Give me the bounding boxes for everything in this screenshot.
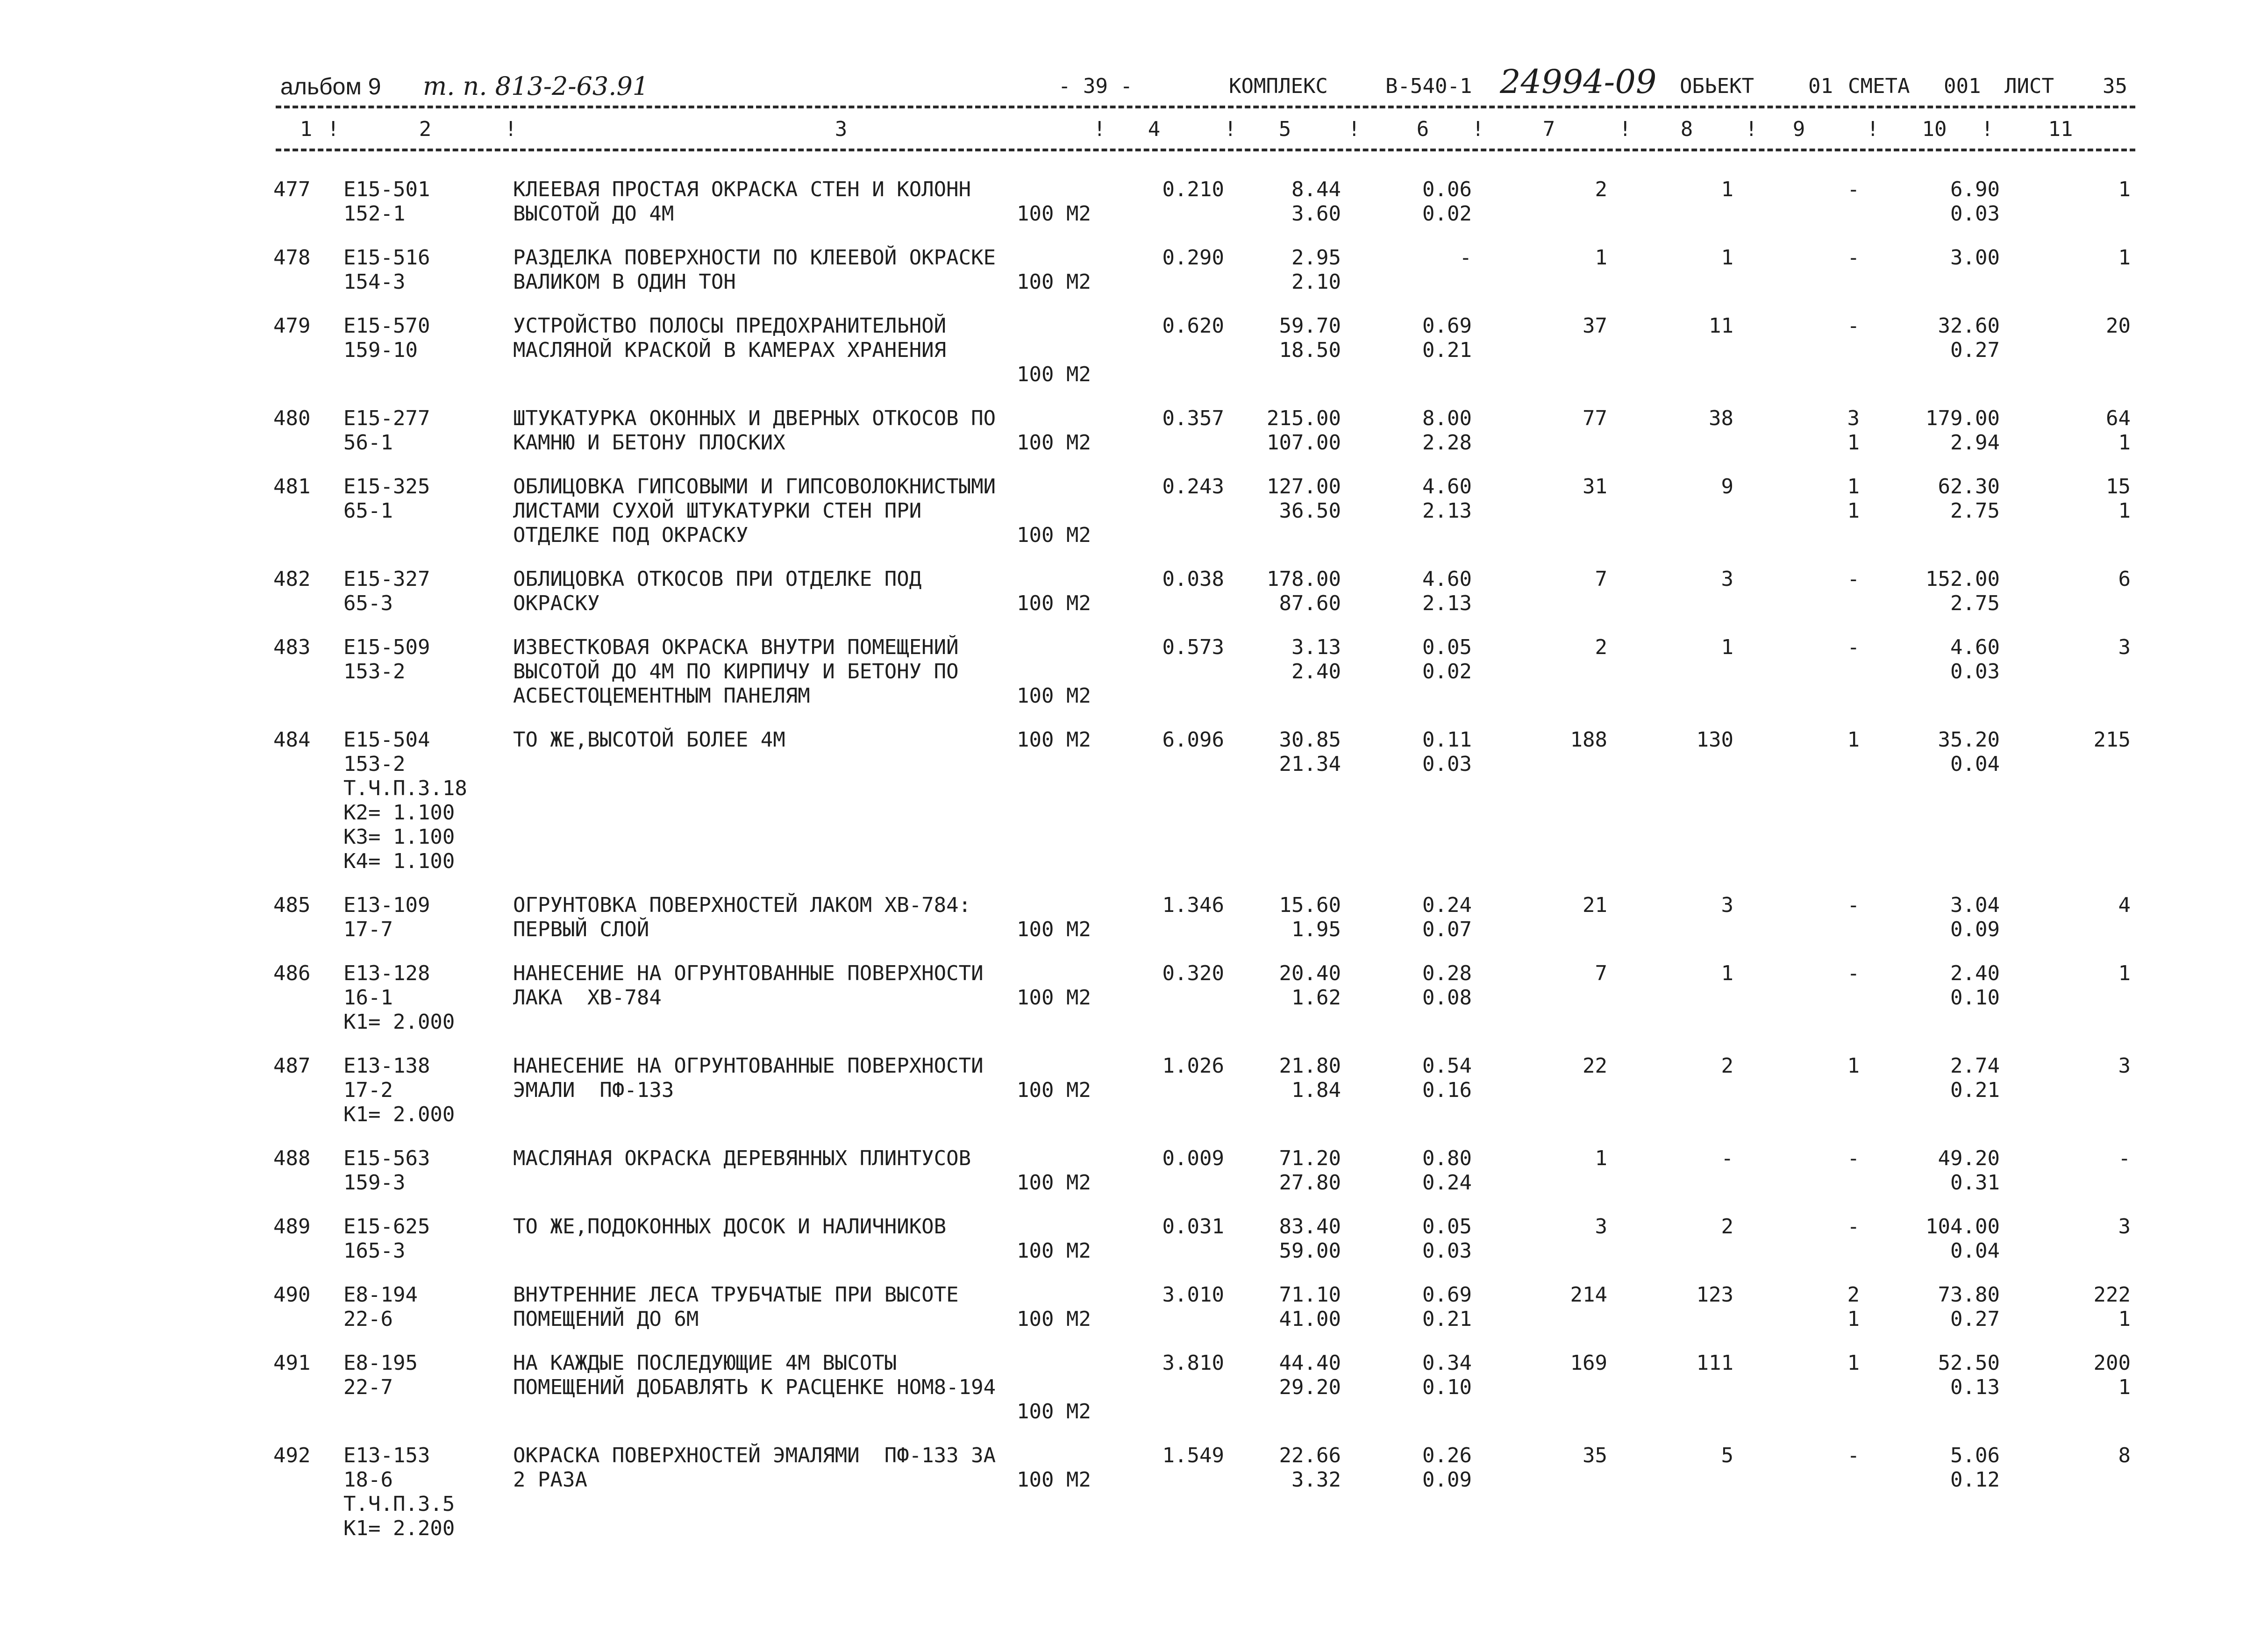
col10-value: 152.00 2.75 [1926, 567, 2000, 615]
col6-value: 0.05 0.02 [1422, 635, 1472, 683]
col6-value: 4.60 2.13 [1422, 567, 1472, 615]
column-number: 8 [1680, 117, 1693, 141]
col8-value: - [1721, 1146, 1733, 1170]
work-description: МАСЛЯНАЯ ОКРАСКА ДЕРЕВЯННЫХ ПЛИНТУСОВ [513, 1146, 971, 1170]
col6-value: 0.06 0.02 [1422, 178, 1472, 226]
work-description: ОКРАСКА ПОВЕРХНОСТЕЙ ЭМАЛЯМИ ПФ-133 ЗА 2 РАЗА [513, 1444, 996, 1492]
row-number: 491 [273, 1351, 311, 1375]
work-description: РАЗДЕЛКА ПОВЕРХНОСТИ ПО КЛЕЕВОЙ ОКРАСКЕ ВАЛИКОМ В ОДИН ТОН [513, 246, 996, 294]
col10-value: 32.60 0.27 [1938, 314, 2000, 362]
unit-of-measure: 100 М2 [1017, 684, 1091, 708]
col5-value: 83.40 59.00 [1279, 1215, 1341, 1263]
col8-value: 2 [1721, 1054, 1733, 1078]
row-number: 483 [273, 635, 311, 659]
rate-code: Е8-194 22-6 [343, 1283, 418, 1331]
col6-value: 0.34 0.10 [1422, 1351, 1472, 1399]
table-row [0, 1283, 2268, 1351]
unit-of-measure: 100 М2 [1017, 918, 1091, 941]
work-description: ОБЛИЦОВКА ГИПСОВЫМИ И ГИПСОВОЛОКНИСТЫМИ ЛИСТАМИ СУХОЙ ШТУКАТУРКИ СТЕН ПРИ ОТДЕЛКЕ ПОД ОКРАСКУ [513, 475, 996, 547]
col10-value: 5.06 0.12 [1950, 1444, 2000, 1492]
col6-value: 8.00 2.28 [1422, 406, 1472, 455]
col10-value: 2.40 0.10 [1950, 961, 2000, 1010]
row-number: 490 [273, 1283, 311, 1307]
quantity: 0.210 [1162, 178, 1224, 201]
table-row [0, 635, 2268, 728]
row-number: 487 [273, 1054, 311, 1078]
col11-value: 200 1 [2093, 1351, 2131, 1399]
row-number: 485 [273, 893, 311, 917]
col8-value: 5 [1721, 1444, 1733, 1467]
table-row [0, 246, 2268, 314]
col11-value: 3 [2118, 1215, 2131, 1238]
estimate-value: 001 [1944, 74, 1981, 98]
quantity: 0.620 [1162, 314, 1224, 338]
column-number: 1 [300, 117, 313, 141]
col11-value: 215 [2093, 728, 2131, 752]
table-row [0, 1215, 2268, 1283]
project-code: т. п. 813-2-63.91 [423, 71, 649, 101]
col11-value: 4 [2118, 893, 2131, 917]
col9-value: 3 1 [1847, 406, 1860, 455]
col7-value: 214 [1570, 1283, 1607, 1307]
quantity: 0.290 [1162, 246, 1224, 270]
column-number: 9 [1792, 117, 1805, 141]
col9-value: - [1847, 1444, 1860, 1467]
col7-value: 21 [1583, 893, 1607, 917]
rate-code: Е15-563 159-3 [343, 1146, 430, 1195]
col6-value: 0.54 0.16 [1422, 1054, 1472, 1102]
col6-value: 0.69 0.21 [1422, 1283, 1472, 1331]
col6-value: 0.11 0.03 [1422, 728, 1472, 776]
col10-value: 73.80 0.27 [1938, 1283, 2000, 1331]
col6-value: 0.05 0.03 [1422, 1215, 1472, 1263]
work-description: ИЗВЕСТКОВАЯ ОКРАСКА ВНУТРИ ПОМЕЩЕНИЙ ВЫСОТОЙ ДО 4М ПО КИРПИЧУ И БЕТОНУ ПО АСБЕСТОЦЕМЕНТНЫМ ПАНЕЛЯМ [513, 635, 959, 708]
col11-value: 20 [2106, 314, 2131, 338]
table-row [0, 567, 2268, 635]
column-number: 2 [419, 117, 432, 141]
work-description: НАНЕСЕНИЕ НА ОГРУНТОВАННЫЕ ПОВЕРХНОСТИ ЛАКА ХВ-784 [513, 961, 984, 1010]
column-number: 10 [1922, 117, 1947, 141]
rate-code: Е15-516 154-3 [343, 246, 430, 294]
table-row [0, 475, 2268, 567]
col7-value: 35 [1583, 1444, 1607, 1467]
complex-code: В-540-1 [1385, 74, 1472, 98]
object-value: 01 [1808, 74, 1833, 98]
column-separator: ! [327, 117, 340, 141]
table-row [0, 178, 2268, 246]
col5-value: 59.70 18.50 [1279, 314, 1341, 362]
column-separator: ! [505, 117, 517, 141]
col8-value: 11 [1709, 314, 1733, 338]
table-row [0, 1054, 2268, 1146]
header-rule-bottom [276, 149, 2135, 151]
rate-code: Е15-501 152-1 [343, 178, 430, 226]
col5-value: 21.80 1.84 [1279, 1054, 1341, 1102]
col7-value: 2 [1595, 635, 1607, 659]
col7-value: 7 [1595, 567, 1607, 591]
col8-value: 1 [1721, 635, 1733, 659]
col5-value: 3.13 2.40 [1291, 635, 1341, 683]
col9-value: - [1847, 567, 1860, 591]
work-description: КЛЕЕВАЯ ПРОСТАЯ ОКРАСКА СТЕН И КОЛОНН ВЫСОТОЙ ДО 4М [513, 178, 971, 226]
unit-of-measure: 100 М2 [1017, 431, 1091, 455]
row-number: 478 [273, 246, 311, 270]
quantity: 0.243 [1162, 475, 1224, 498]
col8-value: 2 [1721, 1215, 1733, 1238]
unit-of-measure: 100 М2 [1017, 591, 1091, 615]
table-row [0, 406, 2268, 475]
unit-of-measure: 100 М2 [1017, 1239, 1091, 1263]
row-number: 489 [273, 1215, 311, 1238]
unit-of-measure: 100 М2 [1017, 1078, 1091, 1102]
col9-value: 1 [1847, 1054, 1860, 1078]
object-label: ОБЬЕКТ [1680, 74, 1754, 98]
col9-value: - [1847, 314, 1860, 338]
col7-value: 1 [1595, 246, 1607, 270]
table-row [0, 314, 2268, 406]
sheet-value: 35 [2103, 74, 2127, 98]
col9-value: - [1847, 893, 1860, 917]
col10-value: 104.00 0.04 [1926, 1215, 2000, 1263]
album-label: альбом 9 [280, 73, 381, 100]
col6-value: 0.28 0.08 [1422, 961, 1472, 1010]
col8-value: 38 [1709, 406, 1733, 430]
col5-value: 178.00 87.60 [1267, 567, 1341, 615]
sheet-label: ЛИСТ [2004, 74, 2054, 98]
col6-value: 0.80 0.24 [1422, 1146, 1472, 1195]
rate-code: Е13-138 17-2 К1= 2.000 [343, 1054, 455, 1126]
col7-value: 188 [1570, 728, 1607, 752]
column-separator: ! [1745, 117, 1758, 141]
col6-value: 0.69 0.21 [1422, 314, 1472, 362]
work-description: УСТРОЙСТВО ПОЛОСЫ ПРЕДОХРАНИТЕЛЬНОЙ МАСЛЯНОЙ КРАСКОЙ В КАМЕРАХ ХРАНЕНИЯ [513, 314, 947, 362]
col5-value: 71.10 41.00 [1279, 1283, 1341, 1331]
col5-value: 30.85 21.34 [1279, 728, 1341, 776]
col7-value: 7 [1595, 961, 1607, 985]
col5-value: 215.00 107.00 [1267, 406, 1341, 455]
quantity: 0.573 [1162, 635, 1224, 659]
table-row [0, 1146, 2268, 1215]
work-description: ТО ЖЕ,ВЫСОТОЙ БОЛЕЕ 4М [513, 728, 785, 752]
row-number: 479 [273, 314, 311, 338]
quantity: 3.010 [1162, 1283, 1224, 1307]
rate-code: Е15-625 165-3 [343, 1215, 430, 1263]
table-row [0, 893, 2268, 961]
column-number: 6 [1416, 117, 1429, 141]
column-number: 7 [1542, 117, 1555, 141]
quantity: 0.009 [1162, 1146, 1224, 1170]
col9-value: - [1847, 178, 1860, 201]
col7-value: 37 [1583, 314, 1607, 338]
work-description: ОБЛИЦОВКА ОТКОСОВ ПРИ ОТДЕЛКЕ ПОД ОКРАСКУ [513, 567, 922, 615]
col9-value: 2 1 [1847, 1283, 1860, 1331]
col9-value: - [1847, 246, 1860, 270]
quantity: 1.346 [1162, 893, 1224, 917]
column-number: 4 [1148, 117, 1161, 141]
quantity: 1.026 [1162, 1054, 1224, 1078]
col10-value: 35.20 0.04 [1938, 728, 2000, 776]
col9-value: 1 1 [1847, 475, 1860, 523]
col11-value: 1 [2118, 961, 2131, 985]
col10-value: 52.50 0.13 [1938, 1351, 2000, 1399]
col10-value: 4.60 0.03 [1950, 635, 2000, 683]
estimate-table [0, 178, 2268, 1560]
col7-value: 31 [1583, 475, 1607, 498]
page-marker: - 39 - [1058, 74, 1133, 98]
col8-value: 1 [1721, 246, 1733, 270]
col8-value: 3 [1721, 893, 1733, 917]
col10-value: 3.04 0.09 [1950, 893, 2000, 941]
column-separator: ! [1472, 117, 1484, 141]
col7-value: 1 [1595, 1146, 1607, 1170]
work-description: НА КАЖДЫЕ ПОСЛЕДУЮЩИЕ 4М ВЫСОТЫ ПОМЕЩЕНИЙ ДОБАВЛЯТЬ К РАСЦЕНКЕ НОМ8-194 [513, 1351, 996, 1399]
col6-value: 4.60 2.13 [1422, 475, 1472, 523]
col10-value: 2.74 0.21 [1950, 1054, 2000, 1102]
col10-value: 49.20 0.31 [1938, 1146, 2000, 1195]
col11-value: 6 [2118, 567, 2131, 591]
estimate-label: СМЕТА [1848, 74, 1910, 98]
col10-value: 179.00 2.94 [1926, 406, 2000, 455]
column-number: 3 [834, 117, 848, 141]
column-separator: ! [1348, 117, 1361, 141]
col9-value: - [1847, 961, 1860, 985]
col5-value: 2.95 2.10 [1291, 246, 1341, 294]
header-rule-top [276, 106, 2135, 108]
quantity: 0.031 [1162, 1215, 1224, 1238]
column-separator: ! [1867, 117, 1879, 141]
col8-value: 123 [1696, 1283, 1733, 1307]
table-row [0, 1351, 2268, 1444]
col6-value: - [1459, 246, 1472, 270]
quantity: 0.038 [1162, 567, 1224, 591]
col10-value: 6.90 0.03 [1950, 178, 2000, 226]
table-row [0, 1444, 2268, 1560]
rate-code: Е13-109 17-7 [343, 893, 430, 941]
col7-value: 77 [1583, 406, 1607, 430]
col5-value: 127.00 36.50 [1267, 475, 1341, 523]
unit-of-measure: 100 М2 [1017, 1468, 1091, 1492]
rate-code: Е15-570 159-10 [343, 314, 430, 362]
unit-of-measure: 100 М2 [1017, 1400, 1091, 1423]
quantity: 0.357 [1162, 406, 1224, 430]
row-number: 481 [273, 475, 311, 498]
col6-value: 0.24 0.07 [1422, 893, 1472, 941]
col11-value: - [2118, 1146, 2131, 1170]
work-description: ВНУТРЕННИЕ ЛЕСА ТРУБЧАТЫЕ ПРИ ВЫСОТЕ ПОМЕЩЕНИЙ ДО 6М [513, 1283, 959, 1331]
row-number: 488 [273, 1146, 311, 1170]
rate-code: Е13-128 16-1 К1= 2.000 [343, 961, 455, 1034]
col8-value: 9 [1721, 475, 1733, 498]
col11-value: 8 [2118, 1444, 2131, 1467]
column-separator: ! [1093, 117, 1106, 141]
row-number: 480 [273, 406, 311, 430]
col11-value: 222 1 [2093, 1283, 2131, 1331]
column-separator: ! [1224, 117, 1237, 141]
work-description: ШТУКАТУРКА ОКОННЫХ И ДВЕРНЫХ ОТКОСОВ ПО КАМНЮ И БЕТОНУ ПЛОСКИХ [513, 406, 996, 455]
row-number: 482 [273, 567, 311, 591]
unit-of-measure: 100 М2 [1017, 363, 1091, 386]
table-row [0, 961, 2268, 1054]
col8-value: 1 [1721, 178, 1733, 201]
col9-value: - [1847, 1146, 1860, 1170]
quantity: 3.810 [1162, 1351, 1224, 1375]
row-number: 484 [273, 728, 311, 752]
col9-value: 1 [1847, 728, 1860, 752]
rate-code: Е15-327 65-3 [343, 567, 430, 615]
rate-code: Е15-509 153-2 [343, 635, 430, 683]
col7-value: 22 [1583, 1054, 1607, 1078]
row-number: 477 [273, 178, 311, 201]
column-number: 5 [1278, 117, 1291, 141]
unit-of-measure: 100 М2 [1017, 1307, 1091, 1331]
col8-value: 1 [1721, 961, 1733, 985]
unit-of-measure: 100 М2 [1017, 523, 1091, 547]
col8-value: 3 [1721, 567, 1733, 591]
col9-value: - [1847, 635, 1860, 659]
col11-value: 1 [2118, 178, 2131, 201]
col5-value: 22.66 3.32 [1279, 1444, 1341, 1492]
column-separator: ! [1619, 117, 1632, 141]
col11-value: 64 1 [2106, 406, 2131, 455]
col11-value: 3 [2118, 635, 2131, 659]
col10-value: 3.00 [1950, 246, 2000, 270]
rate-code: Е15-277 56-1 [343, 406, 430, 455]
unit-of-measure: 100 М2 [1017, 986, 1091, 1010]
col5-value: 20.40 1.62 [1279, 961, 1341, 1010]
column-number: 11 [2048, 117, 2073, 141]
work-description: НАНЕСЕНИЕ НА ОГРУНТОВАННЫЕ ПОВЕРХНОСТИ ЭМАЛИ ПФ-133 [513, 1054, 984, 1102]
column-numbers [0, 113, 2268, 146]
col7-value: 169 [1570, 1351, 1607, 1375]
col5-value: 8.44 3.60 [1291, 178, 1341, 226]
unit-of-measure: 100 М2 [1017, 728, 1091, 752]
unit-of-measure: 100 М2 [1017, 202, 1091, 226]
col6-value: 0.26 0.09 [1422, 1444, 1472, 1492]
row-number: 492 [273, 1444, 311, 1467]
column-separator: ! [1981, 117, 1994, 141]
col5-value: 71.20 27.80 [1279, 1146, 1341, 1195]
col10-value: 62.30 2.75 [1938, 475, 2000, 523]
col8-value: 130 [1696, 728, 1733, 752]
col9-value: - [1847, 1215, 1860, 1238]
col5-value: 15.60 1.95 [1279, 893, 1341, 941]
quantity: 1.549 [1162, 1444, 1224, 1467]
rate-code: Е13-153 18-6 Т.Ч.П.3.5 К1= 2.200 [343, 1444, 455, 1540]
col11-value: 1 [2118, 246, 2131, 270]
col7-value: 2 [1595, 178, 1607, 201]
col7-value: 3 [1595, 1215, 1607, 1238]
col8-value: 111 [1696, 1351, 1733, 1375]
work-description: ОГРУНТОВКА ПОВЕРХНОСТЕЙ ЛАКОМ ХВ-784: ПЕРВЫЙ СЛОЙ [513, 893, 971, 941]
row-number: 486 [273, 961, 311, 985]
unit-of-measure: 100 М2 [1017, 1171, 1091, 1195]
table-row [0, 728, 2268, 893]
quantity: 6.096 [1162, 728, 1224, 752]
complex-number: 24994-09 [1500, 63, 1657, 101]
col11-value: 15 1 [2106, 475, 2131, 523]
rate-code: Е15-325 65-1 [343, 475, 430, 523]
col5-value: 44.40 29.20 [1279, 1351, 1341, 1399]
col11-value: 3 [2118, 1054, 2131, 1078]
work-description: ТО ЖЕ,ПОДОКОННЫХ ДОСОК И НАЛИЧНИКОВ [513, 1215, 947, 1238]
rate-code: Е8-195 22-7 [343, 1351, 418, 1399]
quantity: 0.320 [1162, 961, 1224, 985]
col9-value: 1 [1847, 1351, 1860, 1375]
rate-code: Е15-504 153-2 Т.Ч.П.3.18 К2= 1.100 К3= 1.100 К4= 1.100 [343, 728, 467, 873]
unit-of-measure: 100 М2 [1017, 270, 1091, 294]
complex-label: КОМПЛЕКС [1229, 74, 1328, 98]
